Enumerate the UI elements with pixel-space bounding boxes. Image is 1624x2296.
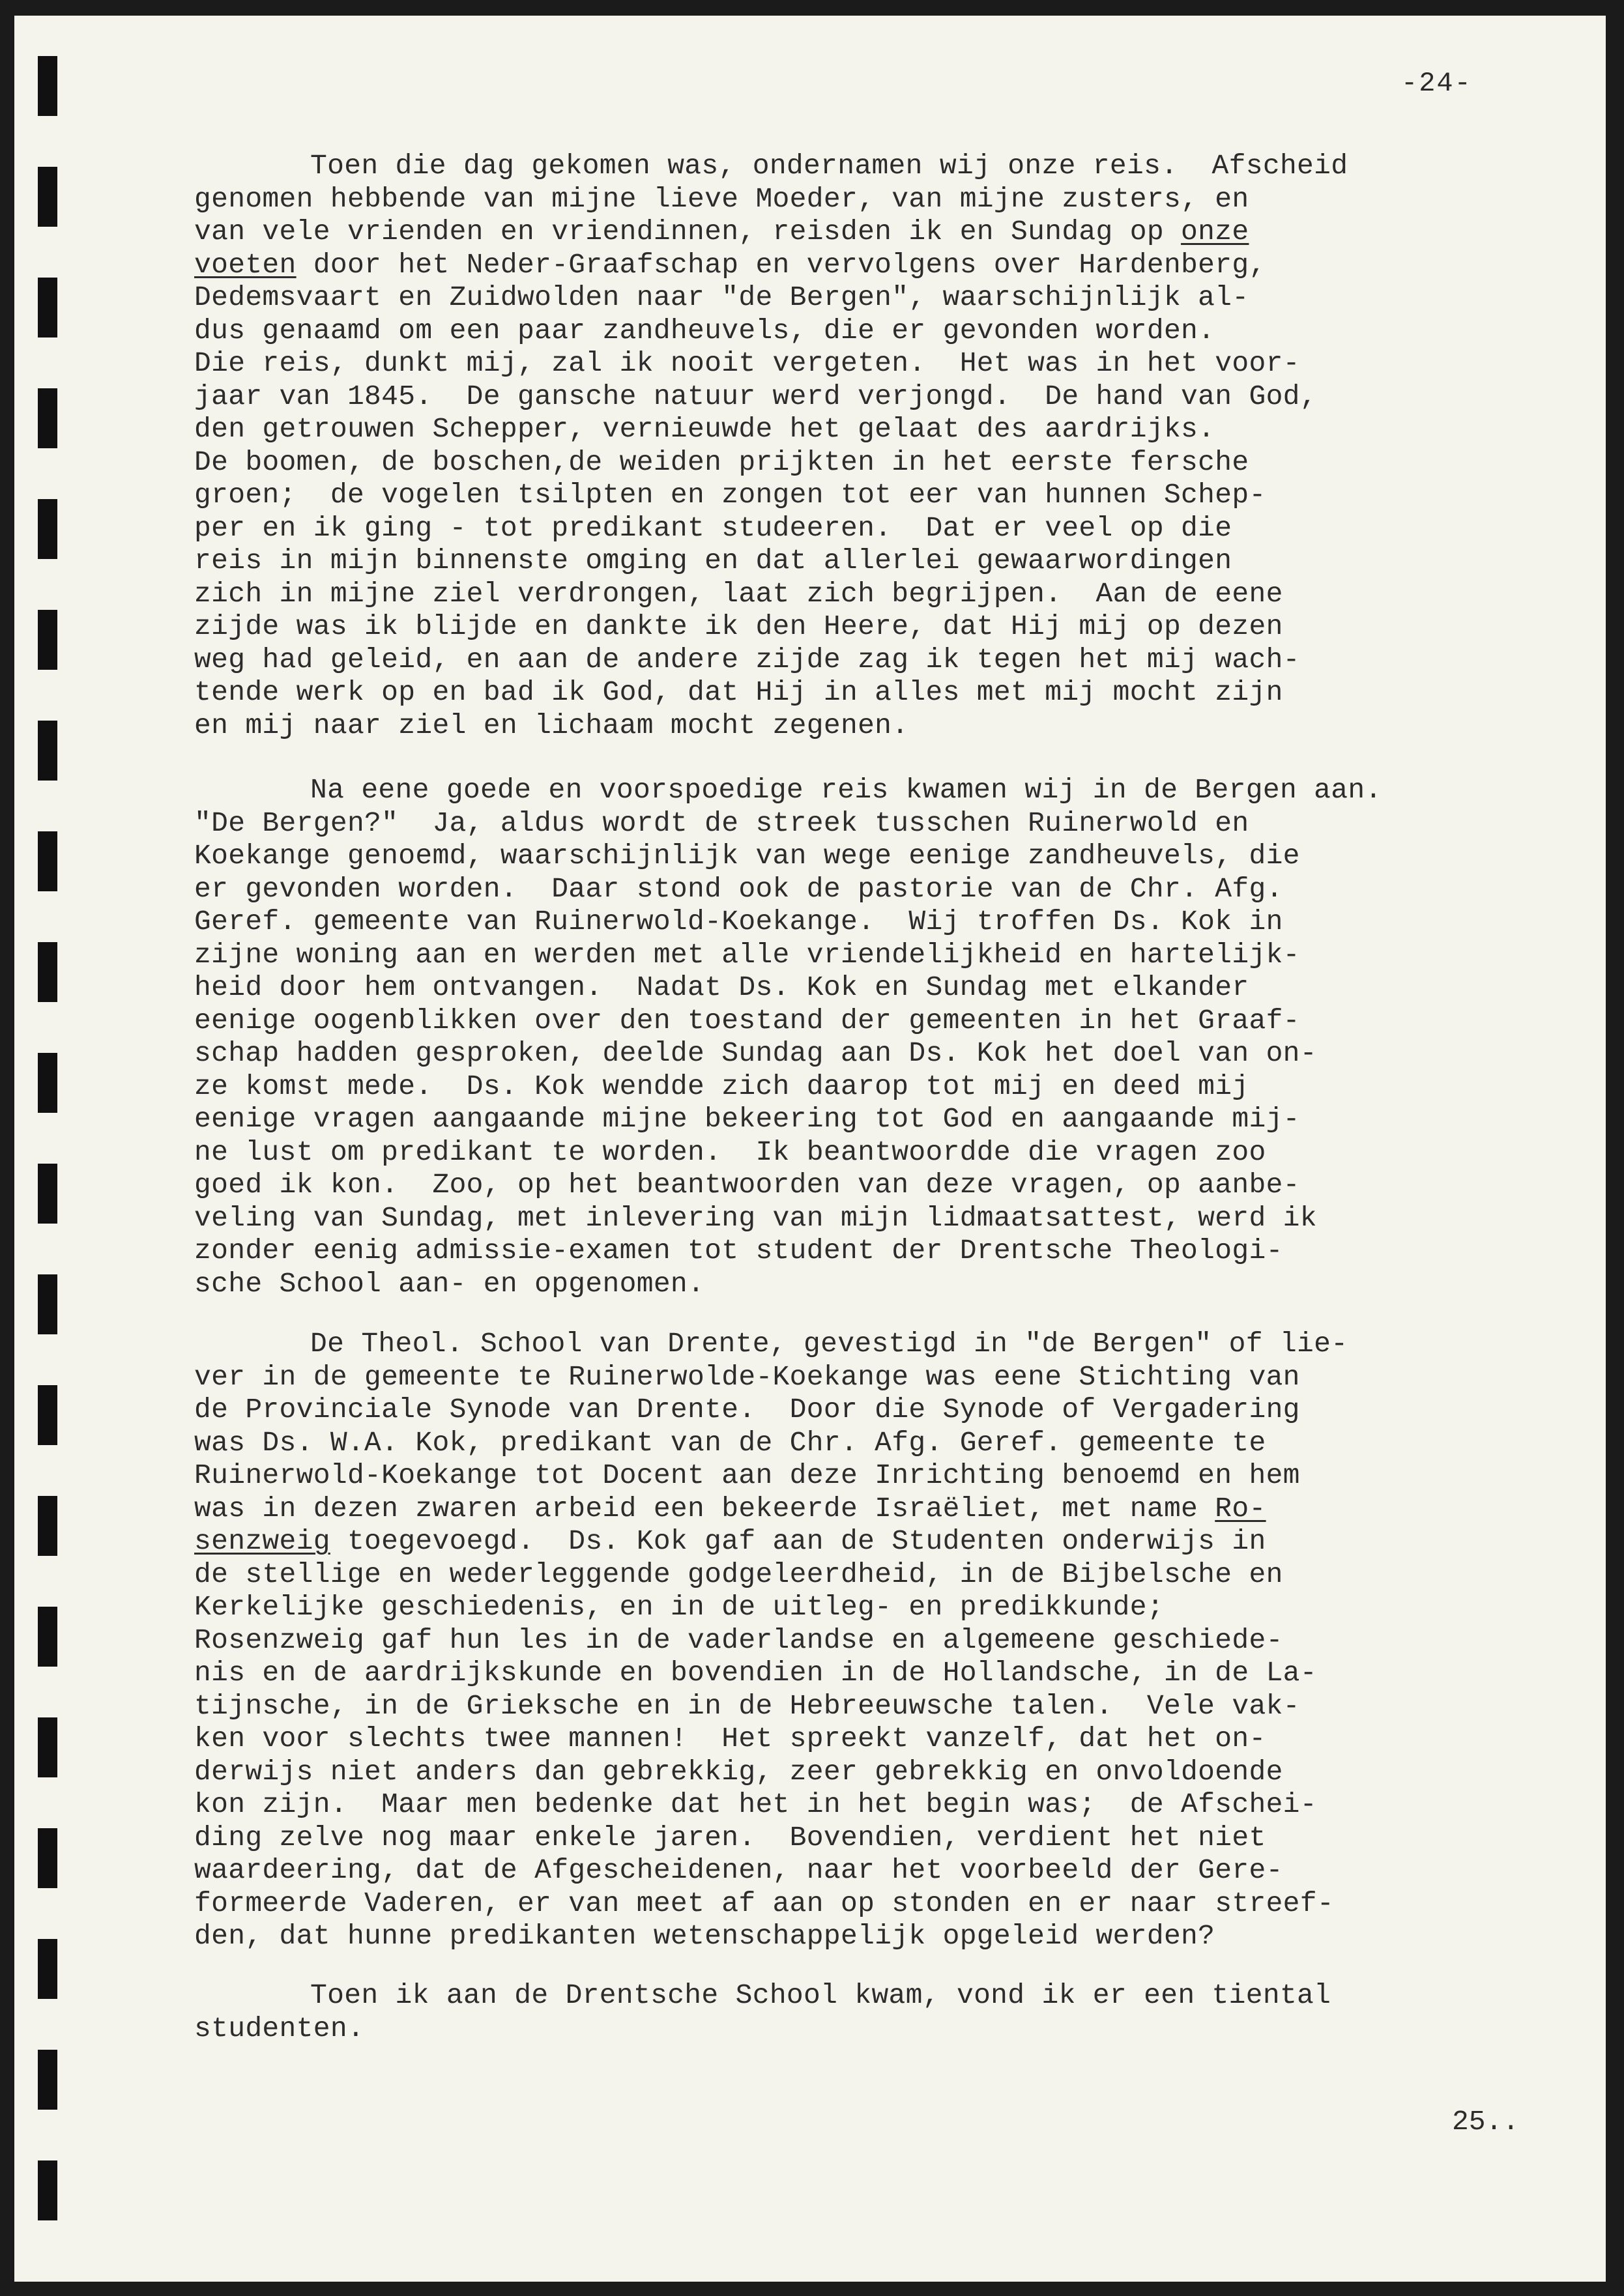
- text-segment: Dedemsvaart en Zuidwolden naar "de Bergen", waarschijnlijk al-: [194, 281, 1249, 313]
- text-line: [194, 380, 1565, 414]
- text-line: [194, 1394, 1565, 1427]
- text-line: [194, 315, 1565, 348]
- text-segment: Na eene goede en voorspoedige reis kwamen wij in de Bergen aan.: [310, 774, 1382, 806]
- underlined-text: onze: [1181, 216, 1249, 248]
- text-line: [194, 446, 1565, 480]
- text-segment: zijde was ik blijde en dankte ik den Heere, dat Hij mij op dezen: [194, 610, 1283, 642]
- text-segment: Kerkelijke geschiedenis, en in de uitleg- en predikkunde;: [194, 1591, 1164, 1623]
- text-segment: en mij naar ziel en lichaam mocht zegenen.: [194, 709, 909, 741]
- text-line: [210, 1979, 1565, 2013]
- text-line: [194, 1788, 1565, 1822]
- text-line: [194, 578, 1565, 611]
- text-segment: nis en de aardrijkskunde en bovendien in de Hollandsche, in de La-: [194, 1657, 1317, 1689]
- binding-hole-mark: [38, 1164, 57, 1224]
- paragraph: [194, 1979, 1565, 2045]
- paragraph: [194, 774, 1565, 1300]
- text-segment: was Ds. W.A. Kok, predikant van de Chr. Afg. Geref. gemeente te: [194, 1426, 1266, 1459]
- text-segment: kon zijn. Maar men bedenke dat het in het begin was; de Afschei-: [194, 1788, 1317, 1820]
- text-line: [194, 1822, 1565, 1855]
- text-segment: was in dezen zwaren arbeid een bekeerde Israëliet, met name: [194, 1492, 1215, 1525]
- binding-hole-mark: [38, 1828, 57, 1888]
- binding-hole-mark: [38, 1274, 57, 1334]
- binding-hole-mark: [38, 1607, 57, 1667]
- text-line: [194, 1103, 1565, 1136]
- binding-hole-mark: [38, 831, 57, 891]
- text-segment: dus genaamd om een paar zandheuvels, die er gevonden worden.: [194, 314, 1215, 347]
- text-segment: waardeering, dat de Afgescheidenen, naar het voorbeeld der Gere-: [194, 1854, 1283, 1886]
- text-line: [194, 545, 1565, 578]
- text-segment: schap hadden gesproken, deelde Sundag aan Ds. Kok het doel van on-: [194, 1037, 1317, 1069]
- binding-hole-mark: [38, 2160, 57, 2220]
- text-segment: ne lust om predikant te worden. Ik beantwoordde die vragen zoo: [194, 1136, 1266, 1168]
- text-segment: sche School aan- en opgenomen.: [194, 1267, 705, 1300]
- paragraph: [194, 1328, 1565, 1953]
- text-segment: veling van Sundag, met inlevering van mijn lidmaatsattest, werd ik: [194, 1201, 1317, 1234]
- text-segment: formeerde Vaderen, er van meet af aan op stonden en er naar streef-: [194, 1887, 1334, 1919]
- text-line: [194, 1136, 1565, 1170]
- text-segment: Toen ik aan de Drentsche School kwam, vond ik er een tiental: [310, 1979, 1331, 2011]
- binding-hole-mark: [38, 167, 57, 227]
- document-page: [14, 16, 1606, 2282]
- underlined-text: Ro-: [1215, 1492, 1266, 1525]
- text-line: [194, 807, 1565, 840]
- text-line: [194, 1005, 1565, 1038]
- text-line: [194, 1591, 1565, 1624]
- text-line: [194, 906, 1565, 939]
- binding-hole-mark: [38, 2050, 57, 2110]
- text-segment: eenige oogenblikken over den toestand der gemeenten in het Graaf-: [194, 1004, 1300, 1037]
- text-line: [194, 1202, 1565, 1235]
- text-line: [194, 1690, 1565, 1723]
- text-segment: heid door hem ontvangen. Nadat Ds. Kok en Sundag met elkander: [194, 971, 1249, 1003]
- binding-hole-mark: [38, 1385, 57, 1445]
- text-segment: weg had geleid, en aan de andere zijde zag ik tegen het mij wach-: [194, 643, 1300, 676]
- text-line: [194, 676, 1565, 710]
- text-line: [194, 1235, 1565, 1268]
- text-segment: tende werk op en bad ik God, dat Hij in alles met mij mocht zijn: [194, 676, 1283, 708]
- text-line: [194, 1268, 1565, 1301]
- text-segment: door het Neder-Graafschap en vervolgens over Hardenberg,: [296, 248, 1266, 281]
- text-line: [194, 479, 1565, 512]
- text-line: [194, 1459, 1565, 1493]
- text-line: [194, 281, 1565, 315]
- text-line: [194, 644, 1565, 677]
- text-line: [194, 1070, 1565, 1104]
- text-line: [194, 512, 1565, 545]
- binding-hole-mark: [38, 1496, 57, 1556]
- text-line: [194, 413, 1565, 446]
- paragraph: [194, 150, 1565, 742]
- text-line: [194, 1361, 1565, 1394]
- text-segment: eenige vragen aangaande mijne bekeering tot God en aangaande mij-: [194, 1103, 1300, 1135]
- text-segment: genomen hebbende van mijne lieve Moeder, van mijne zusters, en: [194, 182, 1249, 215]
- catchword: 25..: [1452, 2106, 1520, 2138]
- text-line: [194, 1657, 1565, 1690]
- text-segment: de stellige en wederleggende godgeleerdheid, in de Bijbelsche en: [194, 1558, 1283, 1590]
- text-segment: Rosenzweig gaf hun les in de vaderlandse en algemeene geschiede-: [194, 1624, 1283, 1656]
- text-line: [194, 873, 1565, 906]
- binding-hole-mark: [38, 499, 57, 559]
- text-line: [194, 1493, 1565, 1526]
- text-segment: Toen die dag gekomen was, ondernamen wij onze reis. Afscheid: [310, 150, 1348, 182]
- text-line: [194, 610, 1565, 644]
- text-segment: studenten.: [194, 2012, 365, 2045]
- text-segment: reis in mijn binnenste omging en dat allerlei gewaarwordingen: [194, 545, 1232, 577]
- text-line: [194, 1756, 1565, 1789]
- binding-hole-mark: [38, 1053, 57, 1113]
- text-segment: ver in de gemeente te Ruinerwolde-Koekange was eene Stichting van: [194, 1360, 1300, 1393]
- text-line: [194, 710, 1565, 743]
- text-line: [194, 840, 1565, 873]
- text-line: [194, 216, 1565, 249]
- text-segment: ze komst mede. Ds. Kok wendde zich daarop tot mij en deed mij: [194, 1070, 1249, 1102]
- page-number: -24-: [1401, 68, 1472, 99]
- text-line: [194, 1037, 1565, 1070]
- text-line: [194, 1920, 1565, 1953]
- text-line: [194, 2013, 1565, 2046]
- text-line: [194, 1887, 1565, 1921]
- text-segment: Geref. gemeente van Ruinerwold-Koekange. Wij troffen Ds. Kok in: [194, 906, 1283, 938]
- text-line: [194, 1854, 1565, 1887]
- text-segment: groen; de vogelen tsilpten en zongen tot eer van hunnen Schep-: [194, 479, 1266, 511]
- text-line: [210, 1328, 1565, 1361]
- text-segment: den, dat hunne predikanten wetenschappelijk opgeleid werden?: [194, 1920, 1215, 1952]
- text-line: [210, 774, 1565, 807]
- text-segment: van vele vrienden en vriendinnen, reisden ik en Sundag op: [194, 216, 1182, 248]
- binding-hole-mark: [38, 388, 57, 448]
- text-segment: per en ik ging - tot predikant studeeren. Dat er veel op die: [194, 511, 1232, 544]
- text-segment: zijne woning aan en werden met alle vriendelijkheid en hartelijk-: [194, 938, 1300, 971]
- text-line: [210, 150, 1565, 183]
- text-line: [194, 347, 1565, 380]
- text-segment: den getrouwen Schepper, vernieuwde het gelaat des aardrijks.: [194, 413, 1215, 445]
- text-line: [194, 183, 1565, 216]
- binding-hole-mark: [38, 721, 57, 781]
- text-line: [194, 939, 1565, 972]
- text-segment: Ruinerwold-Koekange tot Docent aan deze Inrichting benoemd en hem: [194, 1459, 1300, 1491]
- text-segment: Die reis, dunkt mij, zal ik nooit vergeten. Het was in het voor-: [194, 347, 1300, 379]
- text-segment: De Theol. School van Drente, gevestigd in "de Bergen" of lie-: [310, 1328, 1348, 1360]
- text-segment: goed ik kon. Zoo, op het beantwoorden van deze vragen, op aanbe-: [194, 1169, 1300, 1201]
- binding-hole-mark: [38, 942, 57, 1002]
- text-segment: de Provinciale Synode van Drente. Door die Synode of Vergadering: [194, 1394, 1300, 1426]
- text-segment: Koekange genoemd, waarschijnlijk van wege eenige zandheuvels, die: [194, 840, 1300, 872]
- text-line: [194, 1427, 1565, 1460]
- text-line: [194, 1525, 1565, 1558]
- text-segment: toegevoegd. Ds. Kok gaf aan de Studenten onderwijs in: [330, 1525, 1266, 1557]
- binding-hole-mark: [38, 1939, 57, 1999]
- text-segment: "De Bergen?" Ja, aldus wordt de streek tusschen Ruinerwold en: [194, 807, 1249, 839]
- underlined-text: senzweig: [194, 1525, 330, 1557]
- text-segment: ken voor slechts twee mannen! Het spreekt vanzelf, dat het on-: [194, 1723, 1266, 1755]
- text-segment: derwijs niet anders dan gebrekkig, zeer gebrekkig en onvoldoende: [194, 1755, 1283, 1788]
- binding-hole-mark: [38, 56, 57, 116]
- text-segment: er gevonden worden. Daar stond ook de pastorie van de Chr. Afg.: [194, 872, 1283, 905]
- text-line: [194, 249, 1565, 282]
- text-segment: zonder eenig admissie-examen tot student der Drentsche Theologi-: [194, 1235, 1283, 1267]
- text-line: [194, 1558, 1565, 1592]
- text-segment: De boomen, de boschen,de weiden prijkten in het eerste fersche: [194, 446, 1249, 478]
- binding-hole-mark: [38, 278, 57, 337]
- binding-hole-mark: [38, 1717, 57, 1777]
- binding-hole-mark: [38, 610, 57, 670]
- text-segment: tijnsche, in de Grieksche en in de Hebreeuwsche talen. Vele vak-: [194, 1689, 1300, 1722]
- text-segment: jaar van 1845. De gansche natuur werd verjongd. De hand van God,: [194, 380, 1317, 412]
- text-line: [194, 1169, 1565, 1202]
- text-line: [194, 971, 1565, 1005]
- text-segment: zich in mijne ziel verdrongen, laat zich begrijpen. Aan de eene: [194, 577, 1283, 610]
- text-line: [194, 1624, 1565, 1657]
- text-segment: ding zelve nog maar enkele jaren. Bovendien, verdient het niet: [194, 1821, 1266, 1854]
- underlined-text: voeten: [194, 248, 297, 281]
- text-line: [194, 1723, 1565, 1756]
